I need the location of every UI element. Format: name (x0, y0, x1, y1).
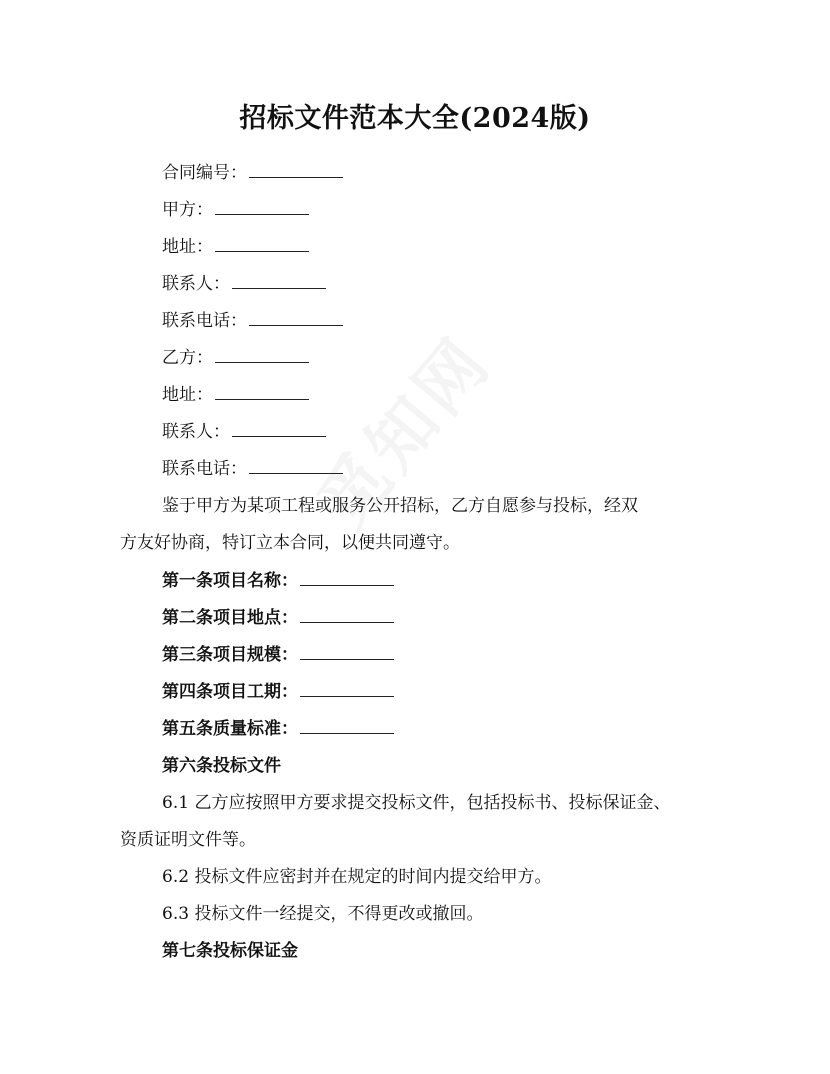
article-5-label: 第五条质量标准： (162, 719, 298, 739)
clause-6-1-line-2: 资质证明文件等。 (120, 830, 256, 850)
party-b-label: 乙方： (162, 348, 213, 368)
document-title: 招标文件范本大全(2024版) (239, 103, 591, 134)
article-3-label: 第三条项目规模： (162, 645, 298, 665)
article-5-line (162, 714, 394, 739)
article-2-line (162, 603, 394, 628)
contract-number-blank (249, 163, 343, 178)
party-b-contact-line (162, 417, 326, 442)
party-b-contact-blank (232, 422, 326, 437)
article-6-heading: 第六条投标文件 (162, 756, 281, 776)
article-4-blank (300, 682, 394, 697)
contract-number-label: 合同编号： (162, 163, 247, 183)
clause-6-3: 6.3 投标文件一经提交，不得更改或撤回。 (162, 904, 484, 924)
party-a-contact-label: 联系人： (162, 274, 230, 294)
article-1-label: 第一条项目名称： (162, 571, 298, 591)
party-a-phone-label: 联系电话： (162, 311, 247, 331)
article-1-blank (300, 571, 394, 586)
article-3-blank (300, 645, 394, 660)
intro-line-1: 鉴于甲方为某项工程或服务公开招标，乙方自愿参与投标，经双 (162, 496, 638, 516)
article-2-blank (300, 608, 394, 623)
party-b-address-line (162, 380, 309, 405)
party-a-address-line (162, 232, 309, 257)
party-b-blank (215, 348, 309, 363)
party-a-line (162, 195, 309, 220)
party-a-phone-line (162, 306, 343, 331)
clause-6-1-line-1: 6.1 乙方应按照甲方要求提交投标文件，包括投标书、投标保证金、 (162, 793, 671, 813)
party-a-phone-blank (249, 311, 343, 326)
clause-6-2: 6.2 投标文件应密封并在规定的时间内提交给甲方。 (162, 867, 552, 887)
intro-line-2: 方友好协商，特订立本合同，以便共同遵守。 (120, 533, 460, 553)
party-a-address-blank (215, 237, 309, 252)
article-2-label: 第二条项目地点： (162, 608, 298, 628)
article-5-blank (300, 719, 394, 734)
article-4-label: 第四条项目工期： (162, 682, 298, 702)
party-a-address-label: 地址： (162, 237, 213, 257)
party-a-blank (215, 200, 309, 215)
party-b-address-blank (215, 385, 309, 400)
article-4-line (162, 677, 394, 702)
article-7-heading: 第七条投标保证金 (162, 941, 298, 961)
party-b-phone-blank (249, 459, 343, 474)
party-b-phone-label: 联系电话： (162, 459, 247, 479)
party-b-contact-label: 联系人： (162, 422, 230, 442)
party-a-contact-blank (232, 274, 326, 289)
party-b-phone-line (162, 454, 343, 479)
contract-number-line (162, 158, 343, 183)
party-a-label: 甲方： (162, 200, 213, 220)
article-1-line (162, 566, 394, 591)
article-3-line (162, 640, 394, 665)
party-b-address-label: 地址： (162, 385, 213, 405)
party-a-contact-line (162, 269, 326, 294)
party-b-line (162, 343, 309, 368)
